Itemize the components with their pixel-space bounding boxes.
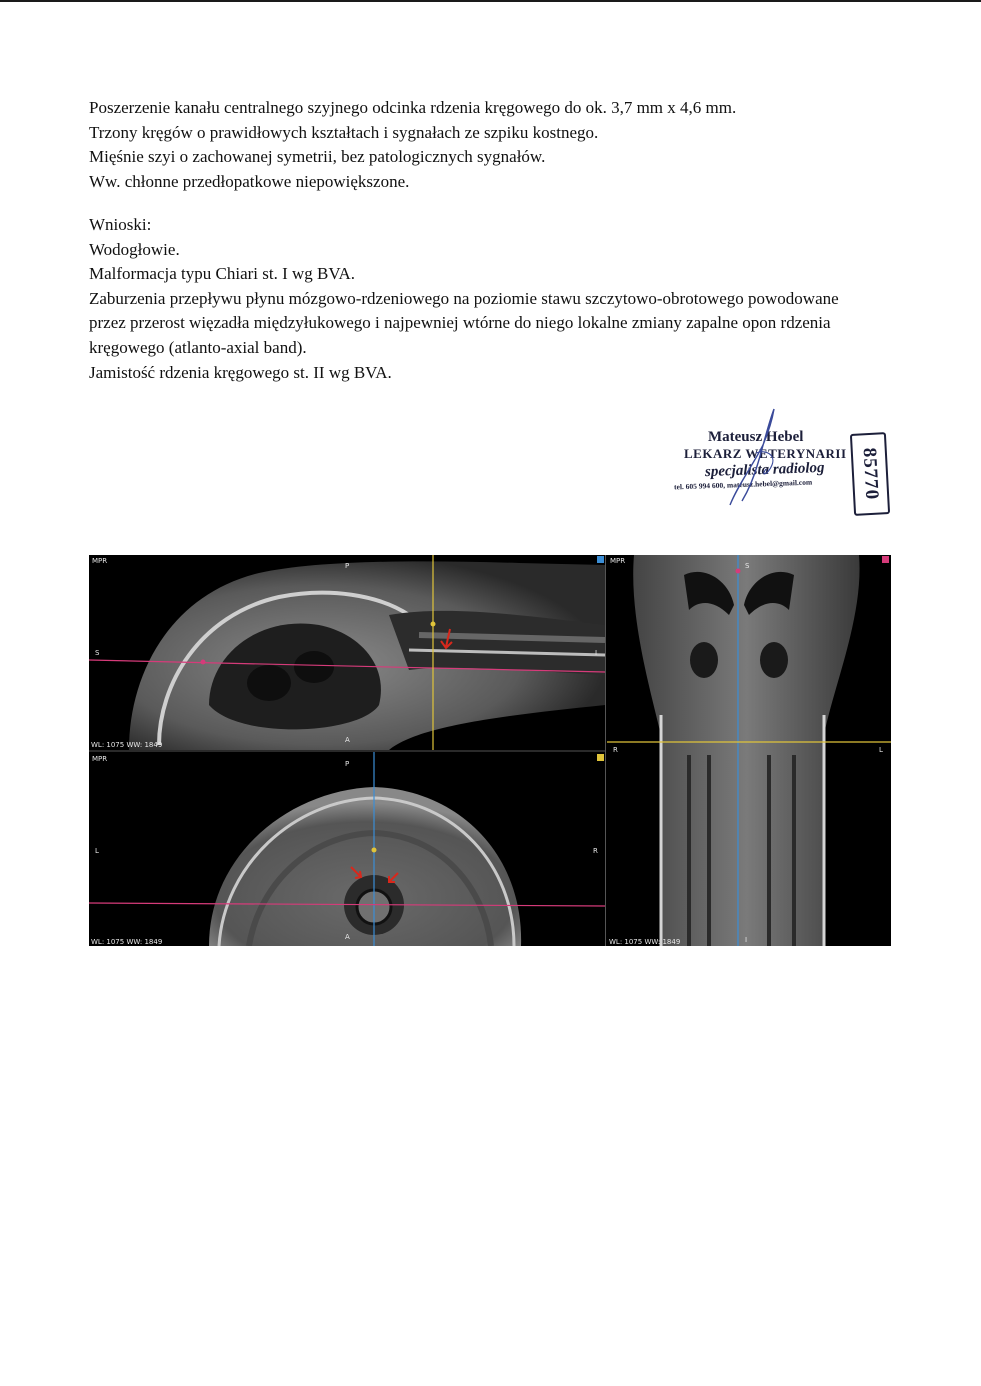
conclusion-line: przez przerost więzadła międzyłukowego i najpewniej wtórne do niego lokalne zmiany zapalne opon rdzenia [89, 313, 831, 333]
axial-top: P [345, 760, 350, 768]
sagittal-view [89, 555, 605, 750]
conclusion-line: Malformacja typu Chiari st. I wg BVA. [89, 264, 355, 284]
axial-mode: MPR [92, 755, 108, 763]
stamp-number: 85770 [858, 447, 883, 501]
coronal-right: L [879, 746, 883, 754]
coronal-window: WL: 1075 WW: 1849 [609, 938, 681, 946]
coronal-bottom: I [745, 936, 748, 944]
coronal-mode: MPR [610, 557, 626, 565]
conclusion-line: Zaburzenia przepływu płynu mózgowo-rdzeniowego na poziomie stawu szczytowo-obrotowego powodowane [89, 288, 839, 308]
stamp-specialty: specjalista radiolog [704, 459, 825, 481]
mri-montage [89, 555, 891, 946]
conclusions-heading: Wnioski: [89, 215, 152, 234]
conclusion-line: Jamistość rdzenia kręgowego st. II wg BVA. [89, 362, 392, 382]
sagittal-bottom: A [345, 736, 350, 744]
axial-bottom: A [345, 933, 350, 941]
sagittal-top: P [345, 562, 350, 570]
findings-line: Trzony kręgów o prawidłowych kształtach i sygnałach ze szpiku kostnego. [89, 122, 599, 142]
stamp-name: Mateusz Hebel [708, 429, 804, 445]
axial-window: WL: 1075 WW: 1849 [91, 938, 163, 946]
coronal-view [607, 555, 891, 946]
findings-line: Poszerzenie kanału centralnego szyjnego odcinka rdzenia kręgowego do ok. 3,7 mm x 4,6 mm. [89, 98, 737, 117]
axial-right: R [593, 847, 598, 855]
stamp-contact: tel. 605 994 600, mateusz.hebel@gmail.com [673, 477, 813, 492]
findings-line: Ww. chłonne przedłopatkowe niepowiększone. [89, 171, 410, 191]
findings-line: Mięśnie szyi o zachowanej symetrii, bez patologicznych sygnałów. [89, 147, 546, 167]
page-top-border [0, 0, 981, 2]
coronal-top: S [745, 562, 750, 570]
conclusion-line: kręgowego (atlanto-axial band). [89, 337, 307, 357]
sagittal-window: WL: 1075 WW: 1849 [91, 741, 163, 749]
sagittal-mode: MPR [92, 557, 108, 565]
axial-view [89, 752, 605, 946]
stamp-title: LEKARZ WETERYNARII [684, 446, 847, 461]
axial-left: L [95, 847, 99, 855]
handwritten-signature [668, 405, 898, 515]
coronal-left: R [613, 746, 618, 754]
conclusions-section [89, 213, 839, 385]
veterinarian-stamp [668, 405, 898, 515]
findings-paragraph [89, 96, 736, 194]
conclusion-line: Wodogłowie. [89, 239, 180, 259]
sagittal-right: I [595, 649, 598, 657]
mri-image-panel [89, 555, 891, 946]
sagittal-left: S [95, 649, 100, 657]
